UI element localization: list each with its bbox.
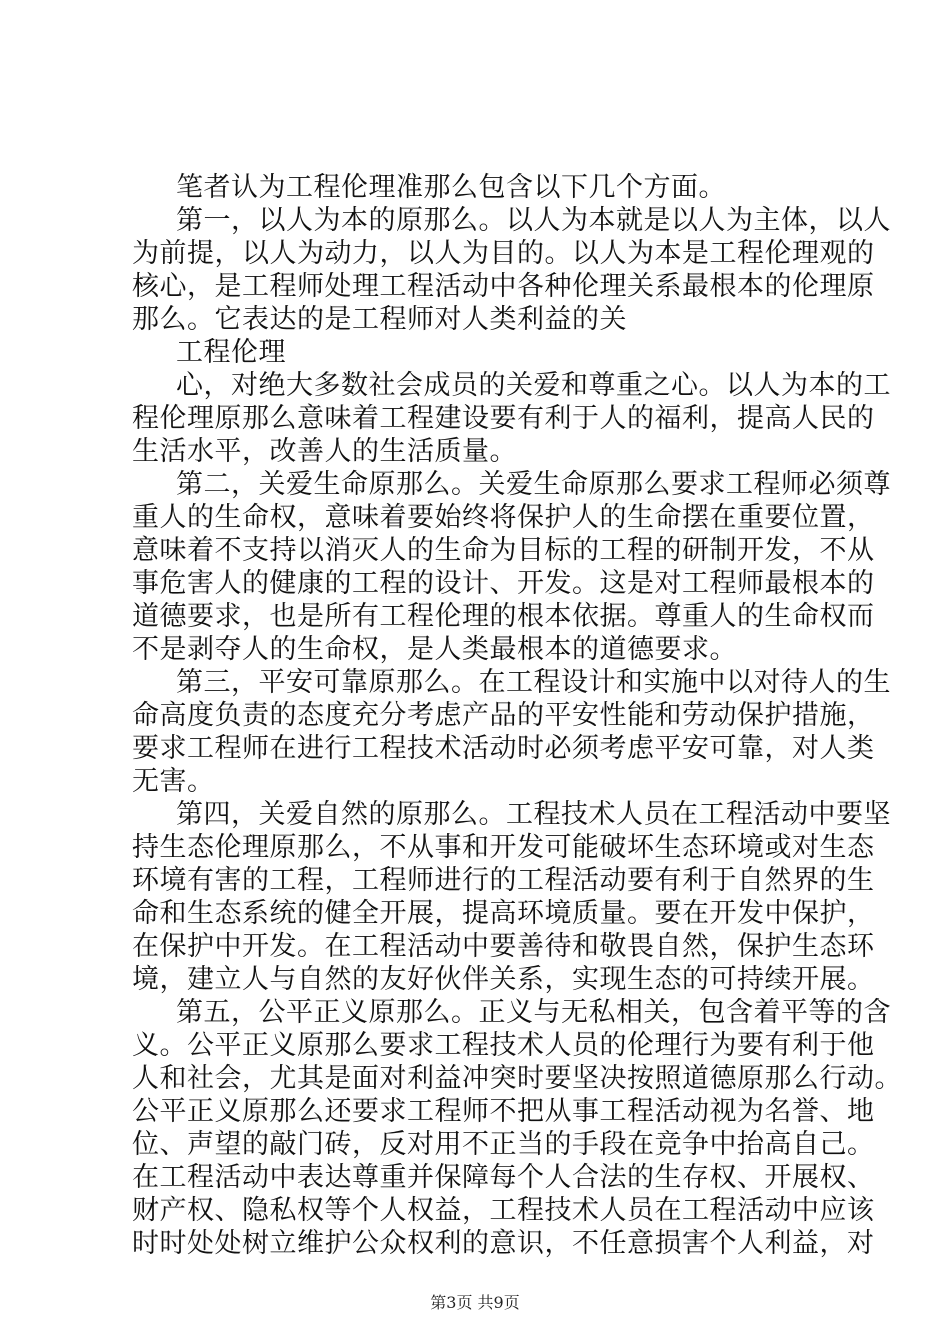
text-line: 在工程活动中表达尊重并保障每个人合法的生存权、开展权、 — [132, 1162, 875, 1193]
text-line: 第一，以人为本的原那么。以人为本就是以人为主体，以人 — [176, 205, 891, 236]
text-line: 第三，平安可靠原那么。在工程设计和实施中以对待人的生 — [176, 667, 891, 698]
text-line: 不是剥夺人的生命权，是人类最根本的道德要求。 — [132, 634, 737, 665]
text-line: 命高度负责的态度充分考虑产品的平安性能和劳动保护措施， — [132, 700, 875, 731]
text-line: 人和社会，尤其是面对利益冲突时要坚决按照道德原那么行动。 — [132, 1063, 902, 1094]
text-line: 笔者认为工程伦理准那么包含以下几个方面。 — [176, 172, 726, 203]
text-line: 事危害人的健康的工程的设计、开发。这是对工程师最根本的 — [132, 568, 875, 599]
text-line: 在保护中开发。在工程活动中要善待和敬畏自然，保护生态环 — [132, 931, 875, 962]
text-line: 生活水平，改善人的生活质量。 — [132, 436, 517, 467]
text-line: 义。公平正义原那么要求工程技术人员的伦理行为要有利于他 — [132, 1030, 875, 1061]
text-line: 第五，公平正义原那么。正义与无私相关，包含着平等的含 — [176, 997, 891, 1028]
text-line: 要求工程师在进行工程技术活动时必须考虑平安可靠，对人类 — [132, 733, 875, 764]
text-line: 位、声望的敲门砖，反对用不正当的手段在竞争中抬高自己。 — [132, 1129, 875, 1160]
text-line: 第二，关爱生命原那么。关爱生命原那么要求工程师必须尊 — [176, 469, 891, 500]
text-line: 持生态伦理原那么，不从事和开发可能破坏生态环境或对生态 — [132, 832, 875, 863]
text-line: 时时处处树立维护公众权利的意识，不任意损害个人利益，对 — [132, 1228, 875, 1259]
text-line: 意味着不支持以消灭人的生命为目标的工程的研制开发，不从 — [132, 535, 875, 566]
text-line: 道德要求，也是所有工程伦理的根本依据。尊重人的生命权而 — [132, 601, 875, 632]
text-line: 核心，是工程师处理工程活动中各种伦理关系最根本的伦理原 — [132, 271, 875, 302]
text-line: 程伦理原那么意味着工程建设要有利于人的福利，提高人民的 — [132, 403, 875, 434]
text-line: 重人的生命权，意味着要始终将保护人的生命摆在重要位置， — [132, 502, 875, 533]
text-line: 心，对绝大多数社会成员的关爱和尊重之心。以人为本的工 — [176, 370, 891, 401]
text-line: 境，建立人与自然的友好伙伴关系，实现生态的可持续开展。 — [132, 964, 875, 995]
text-line: 那么。它表达的是工程师对人类利益的关 — [132, 304, 627, 335]
text-line: 无害。 — [132, 766, 215, 797]
text-line: 公平正义原那么还要求工程师不把从事工程活动视为名誉、地 — [132, 1096, 875, 1127]
text-line: 命和生态系统的健全开展，提高环境质量。要在开发中保护， — [132, 898, 875, 929]
text-line: 环境有害的工程，工程师进行的工程活动要有利于自然界的生 — [132, 865, 875, 896]
text-line: 财产权、隐私权等个人权益，工程技术人员在工程活动中应该 — [132, 1195, 875, 1226]
text-line: 第四，关爱自然的原那么。工程技术人员在工程活动中要坚 — [176, 799, 891, 830]
text-line: 为前提，以人为动力，以人为目的。以人为本是工程伦理观的 — [132, 238, 875, 269]
page-footer: 第3页 共9页 — [430, 1293, 520, 1312]
text-line: 工程伦理 — [176, 337, 286, 368]
